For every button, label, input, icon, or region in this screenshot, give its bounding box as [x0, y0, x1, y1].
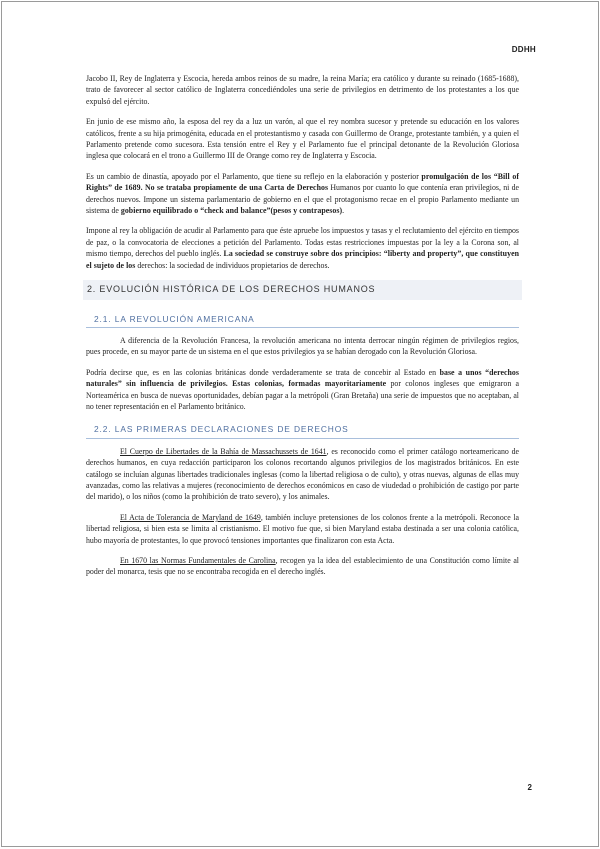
- highlighted-text: gobierno equilibrado o “check and balance”(pesos y contrapesos): [120, 206, 343, 216]
- subsection-heading-declaraciones: 2.2. LAS PRIMERAS DECLARACIONES DE DERECHOS: [86, 421, 519, 438]
- paragraph-restricciones: [86, 225, 519, 271]
- text-run: Humanos por cuanto lo que contenía eran privilegios, ni de derechos nuevos. Impone un sistema parlamentario de gobierno en el que el protagonismo recae en el propio Parlamento mediante un sistema de: [86, 183, 520, 216]
- paragraph-maryland: [86, 512, 519, 546]
- text-run: , es reconocido como el primer catálogo norteamericano de derechos humanos, en cuya redacción participaron los colonos recortando algunos privilegios de los magistrados británicos. En este catálogo se incluían algunas libertades tradicionales inglesas (como la libertad religiosa o de culto), y otras nuevas, algunas de ellas muy avanzadas, como las relativas a mujeres (reconocimiento de derechos económicos en caso de viudedad o prohibición de castigo por parte del marido), o los niños (como la prohibición de trato severo), y los animales.: [86, 446, 520, 502]
- underlined-title: El Acta de Tolerancia de Maryland de 1649: [120, 512, 261, 522]
- section-heading: 2. EVOLUCIÓN HISTÓRICA DE LOS DERECHOS HUMANOS: [83, 280, 522, 299]
- document-body: [86, 73, 519, 587]
- highlighted-text: promulgación de los “Bill of Rights” de 1689. No se trataba propiamente de una Carta de Derechos: [86, 171, 519, 193]
- underlined-title: El Cuerpo de Libertades de la Bahía de Massachussets de 1641: [120, 446, 327, 456]
- paragraph-jacobo: Jacobo II, Rey de Inglaterra y Escocia, hereda ambos reinos de su madre, la reina María; era católico y durante su reinado (1685-1688), trato de favorecer al sector católico de Inglaterra concediéndoles una serie de privilegios en detrimento de los protestantes a los que expulsó del ejército.: [86, 74, 519, 106]
- highlighted-text: La sociedad se construye sobre dos principios: “liberty and property”, que constituyen el sujeto de los: [86, 249, 520, 270]
- header-tag: DDHH: [511, 45, 536, 54]
- document-page: [1, 1, 599, 847]
- text-run: .: [342, 206, 345, 216]
- page-number: 2: [527, 783, 532, 792]
- paragraph-revolucion-americana: A diferencia de la Revolución Francesa, la revolución americana no intenta derrocar ningún régimen de privilegios regios, pues procede, en su mayor parte de un sistema en el que estos privilegios ya se habían derogado con la Revolución Gloriosa.: [86, 335, 519, 357]
- subsection-heading-revolucion-americana: 2.1. LA REVOLUCIÓN AMERICANA: [86, 311, 519, 328]
- text-run: por colonos ingleses que emigraron a Norteamérica en busca de nuevas oportunidades, debían pagar a la metrópoli (Gran Bretaña) una serie de impuestos que no aceptaban, al no tener representación en el Parlamento británico.: [86, 379, 519, 411]
- text-run: Es un cambio de dinastía, apoyado por el Parlamento, que tiene su reflejo en la elaboración y posterior: [86, 171, 422, 181]
- paragraph-sucesion: En junio de ese mismo año, la esposa del rey da a luz un varón, al que el rey nombra sucesor y pretende su educación en los valores católicos, frente a su hija primogénita, educada en el protestantismo y casada con Guillermo de Orange, protestante también, y a quien el Parlamento pretende como sucesora. Esta tensión entre el Rey y el Parlamento fue el principal detonante de la Revolución Gloriosa inglesa que colocará en el trono a Guillermo III de Orange como rey de Inglaterra y Escocia.: [86, 117, 519, 161]
- paragraph-carolina: [86, 555, 519, 578]
- text-run: Impone al rey la obligación de acudir al Parlamento para que éste apruebe los impuestos y tasas y el reclutamiento del ejército en tiempos de paz, o la convocatoria de elecciones a petición del Parlamento. Todas estas restricciones impuestas por la ley a la Corona son, al mismo tiempo, derechos del pueblo inglés.: [86, 226, 519, 259]
- highlighted-text: base a unos “derechos naturales” sin influencia de privilegios. Estas colonias, formadas mayoritariamente: [86, 367, 520, 389]
- paragraph-bill-of-rights: [86, 171, 519, 217]
- text-run: derechos: la sociedad de individuos propietarios de derechos.: [135, 260, 330, 270]
- paragraph-colonias: [86, 367, 519, 413]
- paragraph-massachussets: [86, 446, 519, 503]
- text-run: Podría decirse que, es en las colonias británicas donde verdaderamente se trata de concebir al Estado en: [86, 367, 440, 377]
- text-run: , recogen ya la idea del establecimiento de una Constitución como límite al poder del monarca, tesis que no se encontraba recogida en el derecho inglés.: [86, 556, 519, 577]
- text-run: , también incluye pretensiones de los colonos frente a la metrópoli. Reconoce la libertad religiosa, si bien esta se limita al cristianismo. El motivo fue que, si bien Maryland estaba destinada a ser una colonia católica, hubo mayoría de protestantes, lo que provocó tensiones importantes que finalizaron con esta Acta.: [86, 512, 520, 545]
- underlined-title: En 1670 las Normas Fundamentales de Carolina: [120, 556, 276, 565]
